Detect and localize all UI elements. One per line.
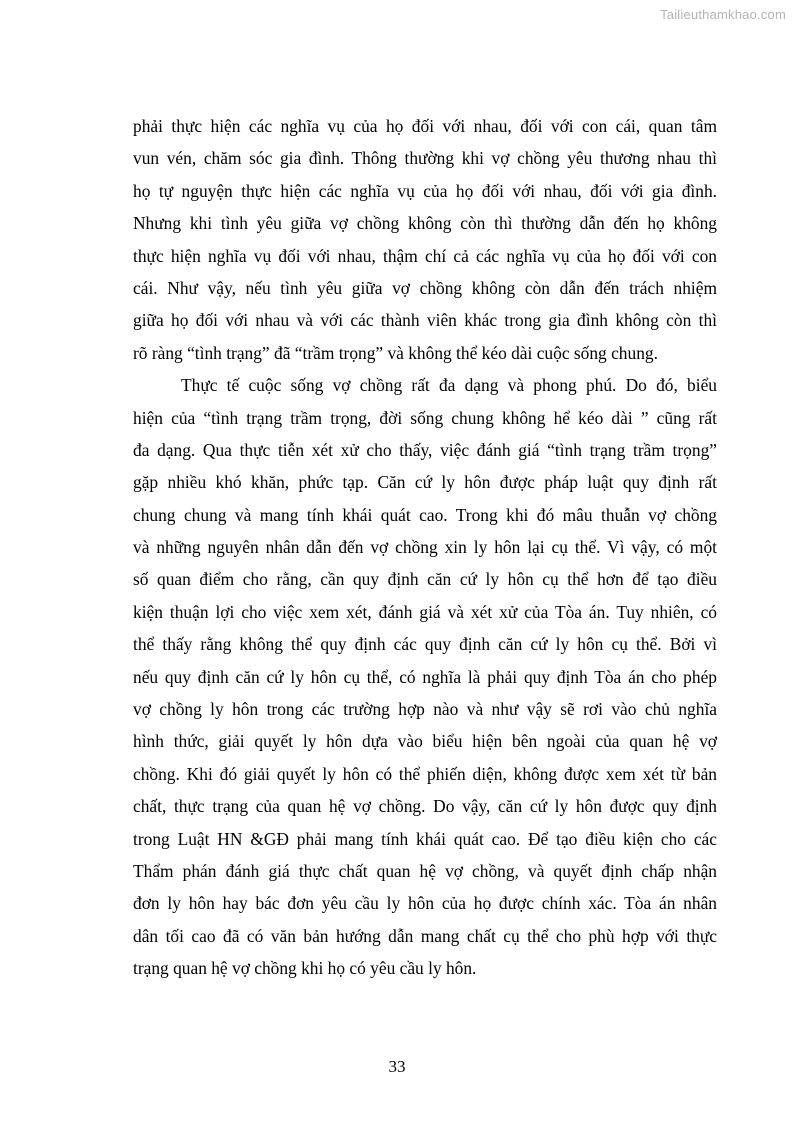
text-line: vợ chồng ly hôn trong các trường hợp nào và như vậy sẽ rơi vào chủ nghĩa bbox=[133, 699, 717, 720]
paragraph-1 bbox=[133, 110, 717, 369]
text-line: kiện thuận lợi cho việc xem xét, đánh giá và xét xử của Tòa án. Tuy nhiên, có bbox=[133, 601, 717, 622]
text-line: họ tự nguyện thực hiện các nghĩa vụ của họ đối với nhau, đối với gia đình. bbox=[133, 180, 717, 201]
text-line: hiện của “tình trạng trầm trọng, đời sống chung không hể kéo dài ” cũng rất bbox=[133, 407, 717, 428]
text-line: đa dạng. Qua thực tiễn xét xử cho thấy, việc đánh giá “tình trạng trầm trọng” bbox=[133, 439, 717, 460]
text-line: rõ ràng “tình trạng” đã “trầm trọng” và không thể kéo dài cuộc sống chung. bbox=[133, 342, 658, 363]
text-line: trạng quan hệ vợ chồng khi họ có yêu cầu ly hôn. bbox=[133, 958, 477, 979]
text-line: Nhưng khi tình yêu giữa vợ chồng không còn thì thường dẫn đến họ không bbox=[133, 213, 717, 234]
text-line: chất, thực trạng của quan hệ vợ chồng. Do vậy, căn cứ ly hôn được quy định bbox=[133, 796, 717, 817]
text-line: Thẩm phán đánh giá thực chất quan hệ vợ chồng, và quyết định chấp nhận bbox=[133, 860, 717, 881]
text-line: đơn ly hôn hay bác đơn yêu cầu ly hôn của họ được chính xác. Tòa án nhân bbox=[133, 893, 717, 914]
paragraph-2 bbox=[133, 369, 717, 984]
text-line: phải thực hiện các nghĩa vụ của họ đối với nhau, đối với con cái, quan tâm bbox=[133, 116, 717, 136]
text-line: gặp nhiều khó khăn, phức tạp. Căn cứ ly hôn được pháp luật quy định rất bbox=[133, 472, 717, 493]
text-line: dân tối cao đã có văn bản hướng dẫn mang chất cụ thể cho phù hợp với thực bbox=[133, 925, 717, 946]
text-line: nếu quy định căn cứ ly hôn cụ thể, có nghĩa là phải quy định Tòa án cho phép bbox=[133, 666, 717, 687]
text-line: số quan điểm cho rằng, cần quy định căn cứ ly hôn cụ thể hơn để tạo điều bbox=[133, 569, 717, 590]
text-line: vun vén, chăm sóc gia đình. Thông thường khi vợ chồng yêu thương nhau thì bbox=[133, 148, 717, 169]
text-line: thể thấy rằng không thể quy định các quy định căn cứ ly hôn cụ thể. Bởi vì bbox=[133, 634, 717, 655]
watermark: Tailieuthamkhao.com bbox=[660, 7, 786, 22]
text-line: hình thức, giải quyết ly hôn dựa vào biểu hiện bên ngoài của quan hệ vợ bbox=[133, 731, 717, 752]
page-number: 33 bbox=[388, 1057, 406, 1076]
text-line: thực hiện nghĩa vụ đối với nhau, thậm chí cả các nghĩa vụ của họ đối với con bbox=[133, 245, 717, 266]
text-line: trong Luật HN &GĐ phải mang tính khái quát cao. Để tạo điều kiện cho các bbox=[133, 828, 717, 849]
text-line: chung chung và mang tính khái quát cao. Trong khi đó mâu thuẫn vợ chồng bbox=[133, 504, 717, 525]
text-line: Thực tế cuộc sống vợ chồng rất đa dạng và phong phú. Do đó, biểu bbox=[181, 375, 717, 396]
text-line: cái. Như vậy, nếu tình yêu giữa vợ chồng không còn dẫn đến trách nhiệm bbox=[133, 277, 717, 298]
text-line: chồng. Khi đó giải quyết ly hôn có thể phiến diện, không được xem xét từ bản bbox=[133, 763, 717, 784]
text-line: và những nguyên nhân dẫn đến vợ chồng xin ly hôn lại cụ thể. Vì vậy, có một bbox=[133, 537, 717, 558]
document-body bbox=[133, 110, 717, 985]
text-line: giữa họ đối với nhau và với các thành viên khác trong gia đình không còn thì bbox=[133, 310, 717, 331]
